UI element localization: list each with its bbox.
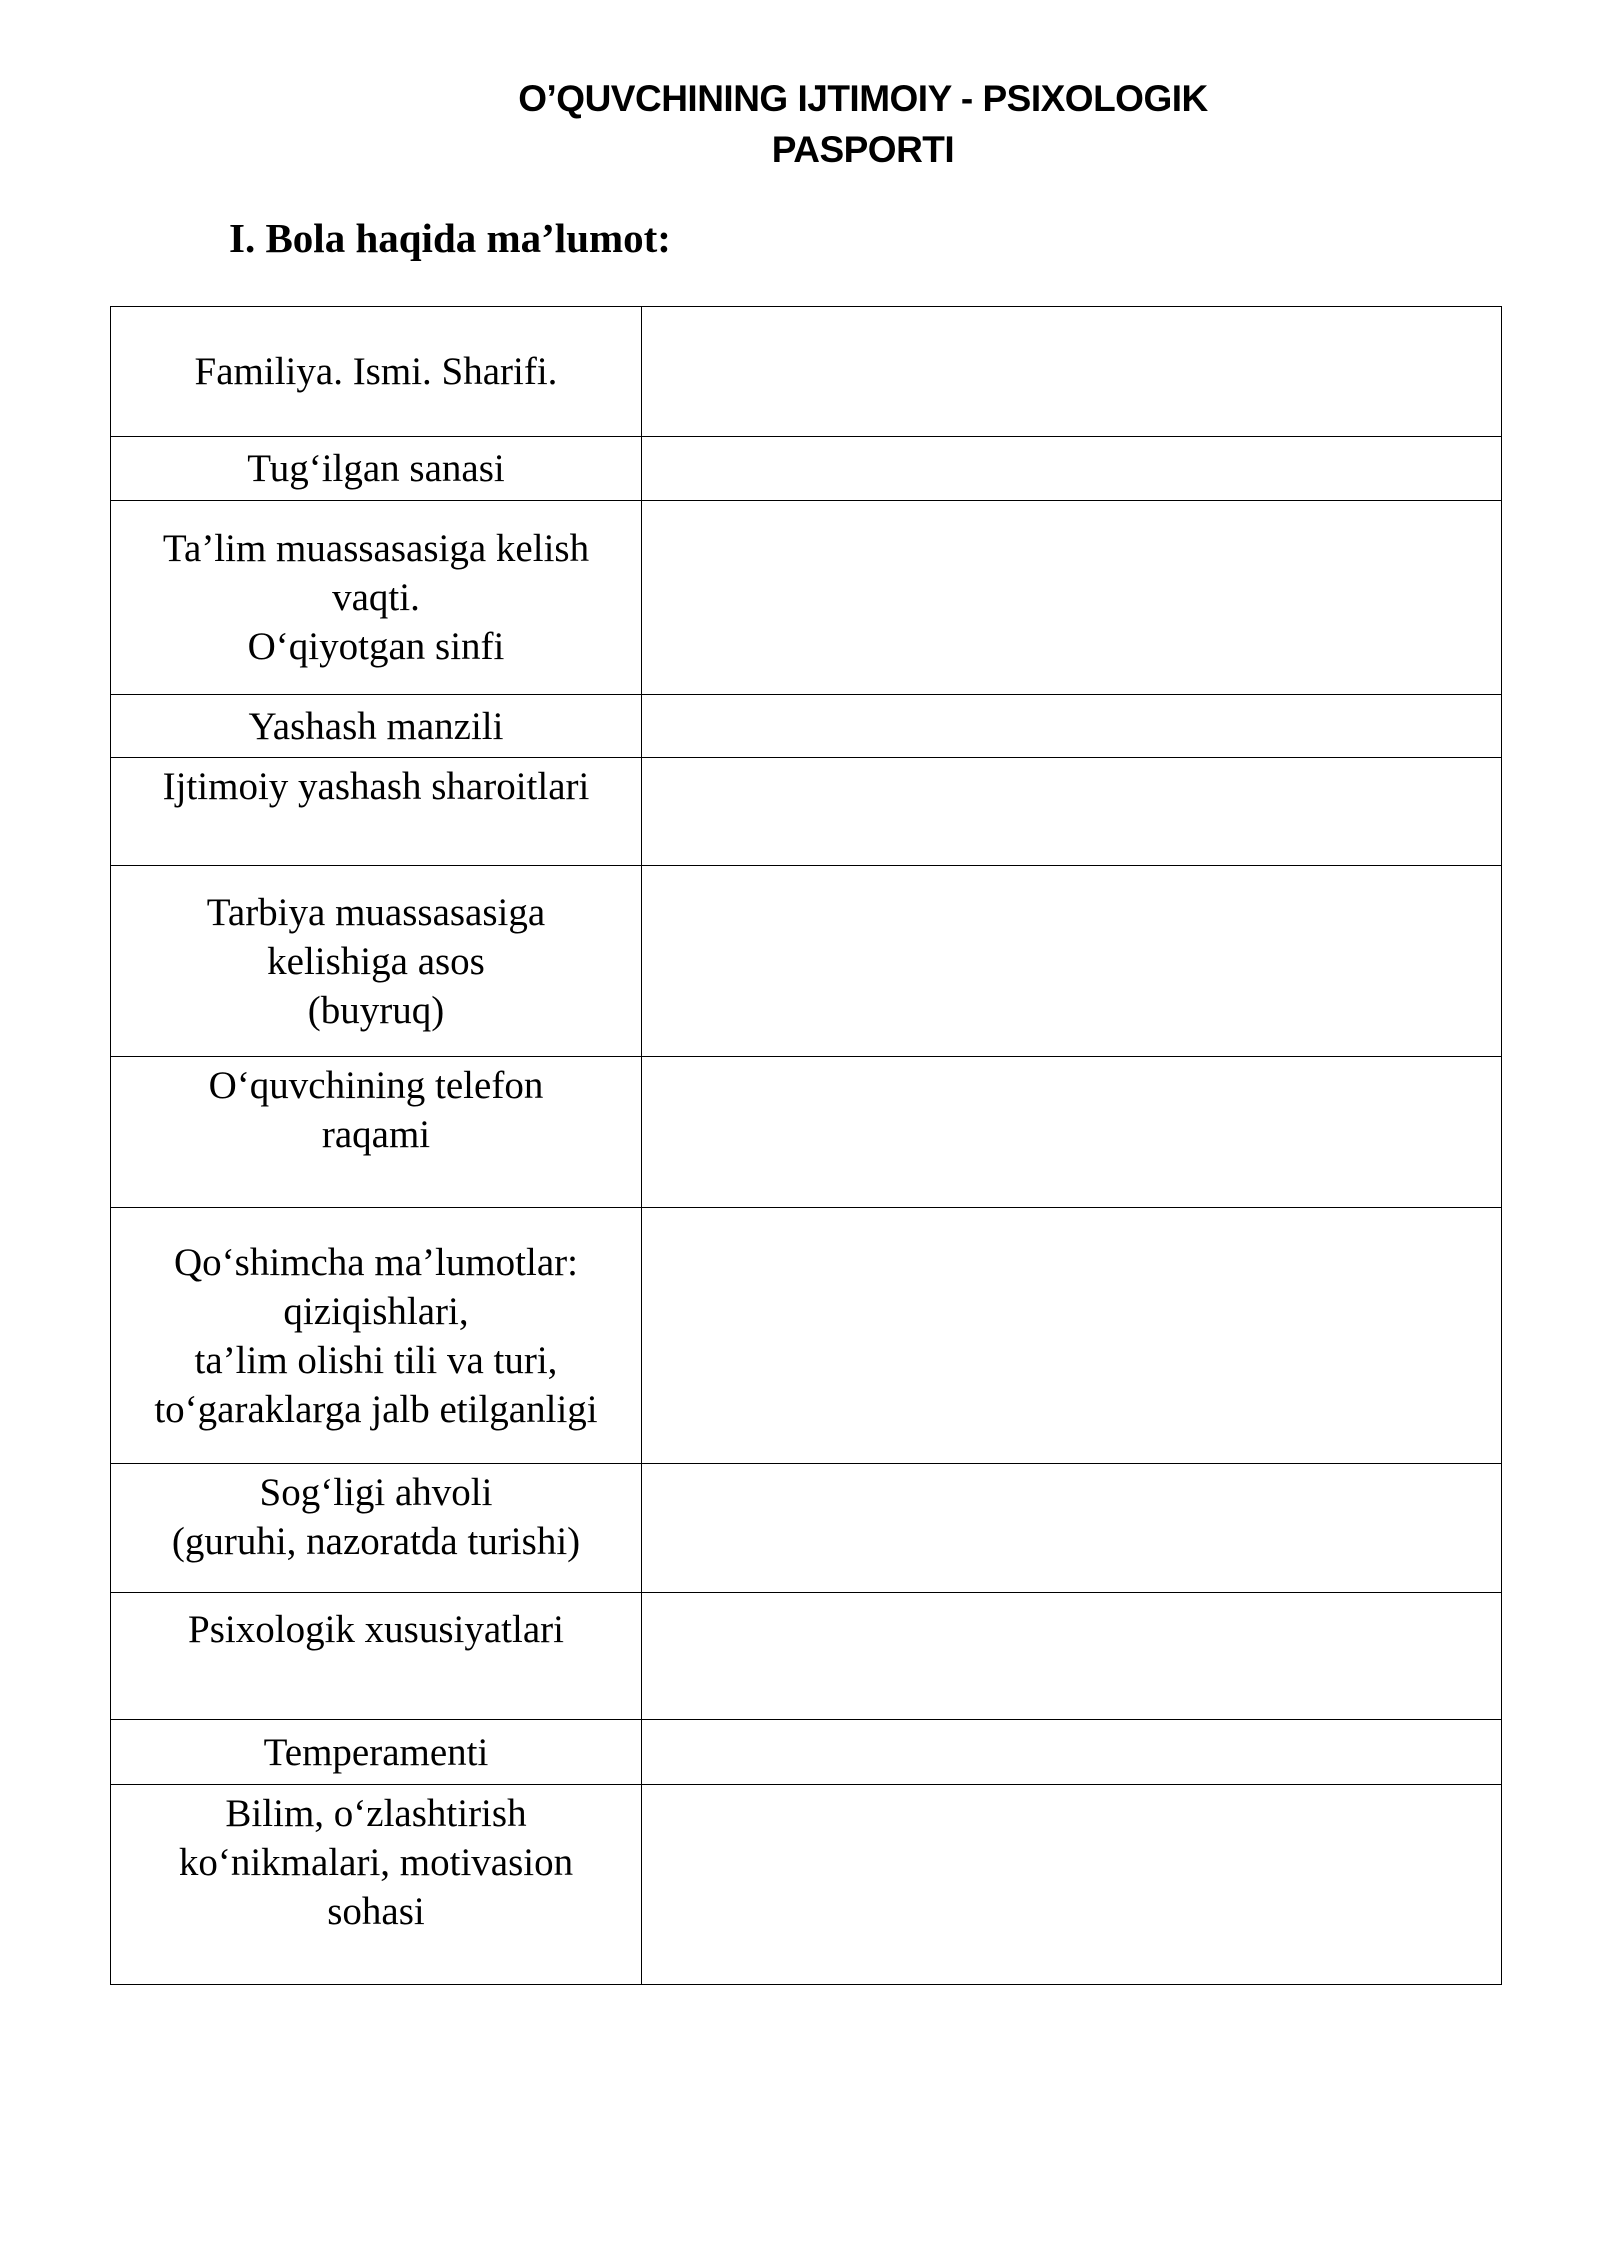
- row-value-full-name[interactable]: [642, 307, 1502, 437]
- row-value-phone[interactable]: [642, 1057, 1502, 1208]
- document-title-line-2: PASPORTI: [771, 129, 955, 170]
- document-title-line-1: O’QUVCHINING IJTIMOIY - PSIXOLOGIK: [518, 78, 1208, 119]
- row-label-address: Yashash manzili: [111, 695, 642, 758]
- row-label-arrival-class: Ta’lim muassasasiga kelish vaqti. O‘qiyotgan sinfi: [111, 501, 642, 695]
- row-label-full-name: Familiya. Ismi. Sharifi.: [111, 307, 642, 437]
- row-value-birth-date[interactable]: [642, 437, 1502, 501]
- table-row-health: [111, 1464, 1502, 1593]
- row-label-living-conditions: Ijtimoiy yashash sharoitlari: [111, 758, 642, 866]
- row-value-health[interactable]: [642, 1464, 1502, 1593]
- table-row-birth-date: [111, 437, 1502, 501]
- row-value-knowledge-motivation[interactable]: [642, 1785, 1502, 1985]
- row-value-admission-basis[interactable]: [642, 866, 1502, 1057]
- row-label-additional-info: Qo‘shimcha ma’lumotlar: qiziqishlari, ta’lim olishi tili va turi, to‘garaklarga jalb etilganligi: [111, 1208, 642, 1464]
- section-heading: I. Bola haqida ma’lumot:: [229, 215, 671, 261]
- row-label-psychological-traits: Psixologik xususiyatlari: [111, 1593, 642, 1720]
- row-value-address[interactable]: [642, 695, 1502, 758]
- row-label-knowledge-motivation: Bilim, o‘zlashtirish ko‘nikmalari, motivasion sohasi: [111, 1785, 642, 1985]
- row-value-psychological-traits[interactable]: [642, 1593, 1502, 1720]
- row-value-living-conditions[interactable]: [642, 758, 1502, 866]
- table-row-address: [111, 695, 1502, 758]
- table-row-living-conditions: [111, 758, 1502, 866]
- passport-table: [110, 306, 1502, 1985]
- table-row-admission-basis: [111, 866, 1502, 1057]
- table-row-psychological-traits: [111, 1593, 1502, 1720]
- table-row-phone: [111, 1057, 1502, 1208]
- row-value-arrival-class[interactable]: [642, 501, 1502, 695]
- row-label-phone: O‘quvchining telefon raqami: [111, 1057, 642, 1208]
- row-label-temperament: Temperamenti: [111, 1720, 642, 1785]
- row-label-health: Sog‘ligi ahvoli (guruhi, nazoratda turishi): [111, 1464, 642, 1593]
- table-row-additional-info: [111, 1208, 1502, 1464]
- table-row-full-name: [111, 307, 1502, 437]
- row-label-admission-basis: Tarbiya muassasasiga kelishiga asos (buyruq): [111, 866, 642, 1057]
- table-row-arrival-class: [111, 501, 1502, 695]
- row-label-birth-date: Tug‘ilgan sanasi: [111, 437, 642, 501]
- table-row-temperament: [111, 1720, 1502, 1785]
- table-row-knowledge-motivation: [111, 1785, 1502, 1985]
- row-value-additional-info[interactable]: [642, 1208, 1502, 1464]
- row-value-temperament[interactable]: [642, 1720, 1502, 1785]
